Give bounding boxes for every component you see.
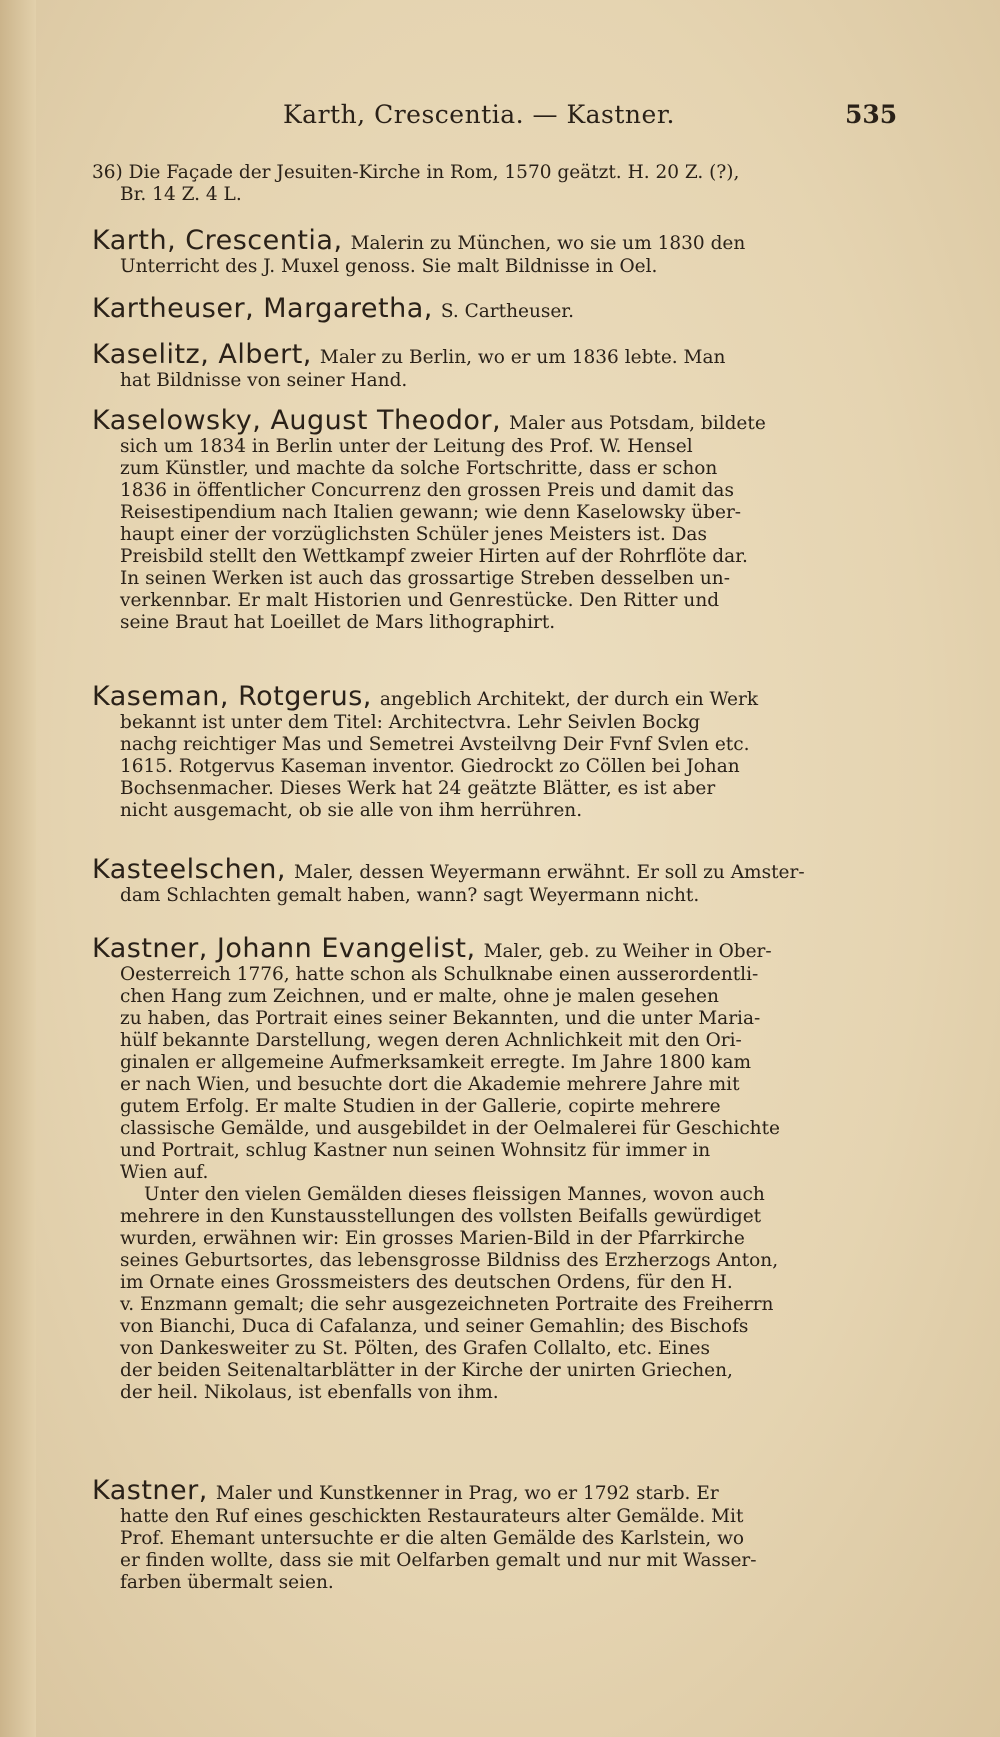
entry-line: Maler aus Potsdam, bildete [509,413,766,434]
entry-kartheuser [92,294,902,324]
entry-line: und Portrait, schlug Kastner nun seinen Wohnsitz für immer in [120,1140,711,1161]
entry-name: Kartheuser, Margaretha, [92,293,433,324]
entry-line: verkennbar. Er malt Historien und Genrestücke. Den Ritter und [120,590,720,611]
entry-line: der heil. Nikolaus, ist ebenfalls von ihm. [120,1382,499,1403]
running-title: Karth, Crescentia. — Kastner. [283,100,675,129]
entry-line: gutem Erfolg. Er malte Studien in der Gallerie, copirte mehrere [120,1096,721,1117]
entry-line: seines Geburtsortes, das lebensgrosse Bildniss des Erzherzogs Anton, [120,1250,779,1271]
entry-name: Kastner, Johann Evangelist, [92,933,476,964]
entry-name: Kaselowsky, August Theodor, [92,405,502,436]
entry-line: 1836 in öffentlicher Concurrenz den grossen Preis und damit das [120,480,734,501]
entry-line: er nach Wien, und besuchte dort die Akademie mehrere Jahre mit [120,1074,740,1095]
page-number: 535 [845,100,898,129]
entry-line: Maler zu Berlin, wo er um 1836 lebte. Man [319,347,726,368]
entry-name: Kasteelschen, [92,854,286,885]
entry-kasteelschen [92,855,902,907]
entry-line: Br. 14 Z. 4 L. [120,184,242,205]
entry-line: Unter den vielen Gemälden dieses fleissigen Mannes, wovon auch [144,1184,765,1205]
entry-line: chen Hang zum Zeichnen, und er malte, ohne je malen gesehen [120,986,719,1007]
entry-line: Maler, dessen Weyermann erwähnt. Er soll zu Amster- [293,862,805,883]
entry-line: Maler, geb. zu Weiher in Ober- [483,941,772,962]
entry-line: farben übermalt seien. [120,1572,334,1593]
entry-line: angeblich Architekt, der durch ein Werk [379,689,759,710]
entry-line: haupt einer der vorzüglichsten Schüler jenes Meisters ist. Das [120,524,707,545]
entry-line: Preisbild stellt den Wettkampf zweier Hirten auf der Rohrflöte dar. [120,546,748,567]
entry-line: S. Cartheuser. [440,301,574,322]
entry-line: 36) Die Façade der Jesuiten-Kirche in Rom, 1570 geätzt. H. 20 Z. (?), [92,162,740,183]
entry-line: Malerin zu München, wo sie um 1830 den [350,233,746,254]
entry-name: Kaselitz, Albert, [92,339,312,370]
entry-line: von Bianchi, Duca di Cafalanza, und seiner Gemahlin; des Bischofs [120,1316,749,1337]
entry-line: In seinen Werken ist auch das grossartige Streben desselben un- [120,568,730,589]
entry-item-36 [92,162,902,206]
entry-line: 1615. Rotgervus Kaseman inventor. Giedrockt zo Cöllen bei Johan [120,756,740,777]
entry-line: Prof. Ehemant untersuchte er die alten Gemälde des Karlstein, wo [120,1528,745,1549]
entry-line: dam Schlachten gemalt haben, wann? sagt Weyermann nicht. [120,885,700,906]
entry-line: Reisestipendium nach Italien gewann; wie denn Kaselowsky über- [120,502,742,523]
entry-name: Kastner, [92,1475,208,1506]
entry-name: Kaseman, Rotgerus, [92,681,372,712]
entry-line: Wien auf. [120,1162,209,1183]
entry-line: sich um 1834 in Berlin unter der Leitung des Prof. W. Hensel [120,436,693,457]
entry-line: zum Künstler, und machte da solche Fortschritte, dass er schon [120,458,718,479]
entry-line: wurden, erwähnen wir: Ein grosses Marien-Bild in der Pfarrkirche [120,1228,745,1249]
entry-kaseman [92,682,902,822]
entry-line: Bochsenmacher. Dieses Werk hat 24 geätzte Blätter, es ist aber [120,778,716,799]
entry-karth [92,226,902,278]
entry-line: Oesterreich 1776, hatte schon als Schulknabe einen ausserordentli- [120,964,759,985]
entry-line: v. Enzmann gemalt; die sehr ausgezeichneten Portraite des Freiherrn [120,1294,774,1315]
entry-line: von Dankesweiter zu St. Pölten, des Grafen Collalto, etc. Eines [120,1338,710,1359]
entry-kastner-johann [92,934,902,1404]
page-header [0,100,1000,136]
entry-line: Unterricht des J. Muxel genoss. Sie malt Bildnisse in Oel. [120,256,658,277]
entry-line: im Ornate eines Grossmeisters des deutschen Ordens, für den H. [120,1272,733,1293]
entry-line: ginalen er allgemeine Aufmerksamkeit erregte. Im Jahre 1800 kam [120,1052,752,1073]
entry-line: hatte den Ruf eines geschickten Restaurateurs alter Gemälde. Mit [120,1506,744,1527]
entry-line: mehrere in den Kunstausstellungen des vollsten Beifalls gewürdiget [120,1206,762,1227]
entry-line: er finden wollte, dass sie mit Oelfarben gemalt und nur mit Wasser- [120,1550,757,1571]
entry-line: nachg reichtiger Mas und Semetrei Avsteilvng Deir Fvnf Svlen etc. [120,734,750,755]
entry-line: hat Bildnisse von seiner Hand. [120,370,408,391]
entry-kaselowsky [92,406,902,634]
entry-kastner [92,1476,902,1594]
binding-gutter [0,0,36,1737]
entry-line: der beiden Seitenaltarblätter in der Kirche der unirten Griechen, [120,1360,733,1381]
entry-line: bekannt ist unter dem Titel: Architectvra. Lehr Seivlen Bockg [120,712,701,733]
entry-line: classische Gemälde, und ausgebildet in der Oelmalerei für Geschichte [120,1118,780,1139]
entry-line: Maler und Kunstkenner in Prag, wo er 1792 starb. Er [215,1483,719,1504]
entry-line: seine Braut hat Loeillet de Mars lithographirt. [120,612,556,633]
entry-line: hülf bekannte Darstellung, wegen deren Achnlichkeit mit den Ori- [120,1030,742,1051]
entry-line: zu haben, das Portrait eines seiner Bekannten, und die unter Maria- [120,1008,761,1029]
entry-name: Karth, Crescentia, [92,225,343,256]
entry-kaselitz [92,340,902,392]
entry-line: nicht ausgemacht, ob sie alle von ihm herrühren. [120,800,583,821]
